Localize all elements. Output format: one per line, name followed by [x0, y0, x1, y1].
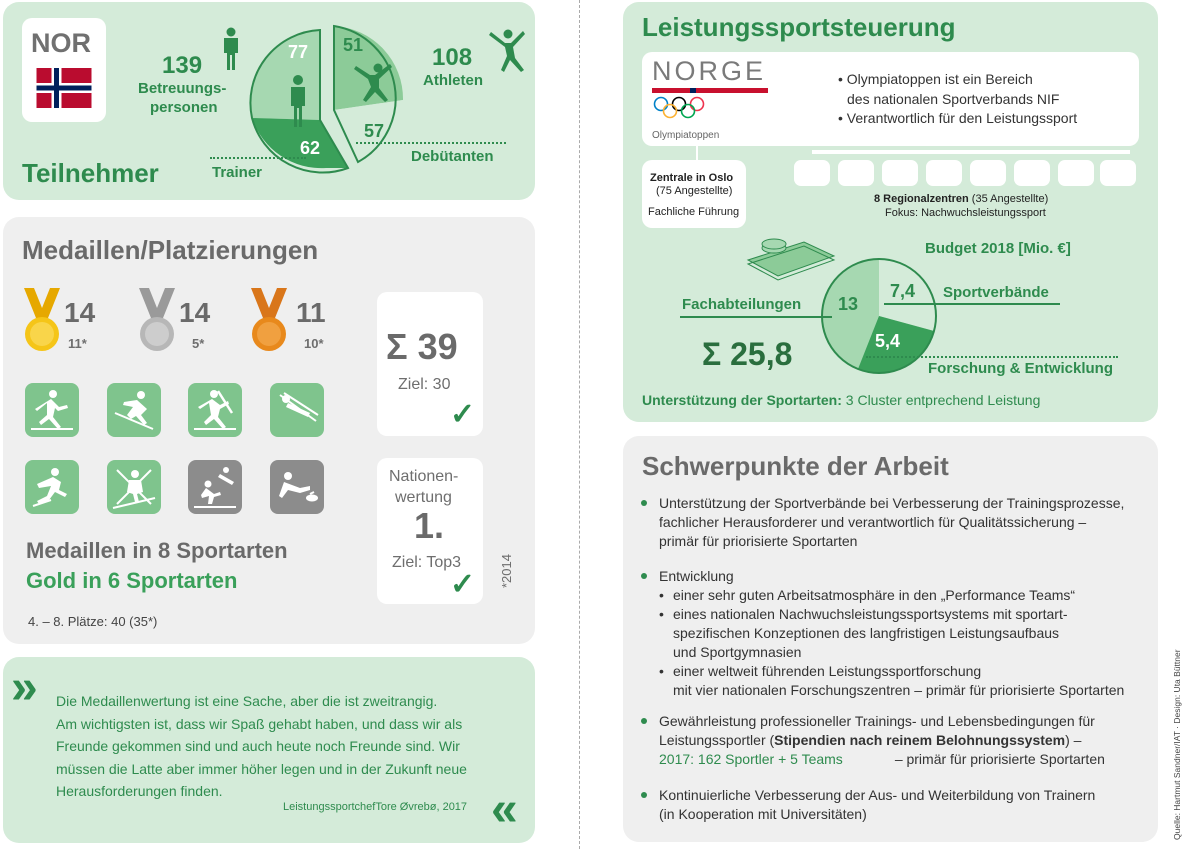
logo-sub: Olympiatoppen	[652, 130, 720, 141]
sports-line: Medaillen in 8 Sportarten	[26, 538, 288, 563]
debut-value: 57	[364, 121, 385, 141]
hq-staff: (75 Angestellte)	[656, 185, 733, 197]
bullet-dot	[641, 718, 647, 724]
org-bullets	[838, 70, 1077, 129]
freestyle-skiing-icon	[107, 460, 161, 514]
bronze-medal-icon	[249, 288, 289, 354]
bullet-3-line-1: Gewährleistung professioneller Trainings- und Lebensbedingungen für	[659, 713, 1095, 729]
verb-value: 7,4	[890, 281, 916, 301]
trainer-value: 62	[300, 138, 321, 158]
pie-staff-other	[250, 30, 320, 120]
silver-prev: 5*	[192, 336, 205, 351]
regional-office-4	[926, 160, 962, 186]
regional-office-8	[1100, 160, 1136, 186]
bullet-1-line-2: fachlicher Herausforderer und verantwortlich für Qualitätssicherung –	[659, 514, 1087, 530]
teilnehmer-pie	[248, 22, 413, 174]
org-connector-h	[812, 150, 1130, 154]
bullet-4-line-1: Kontinuierliche Verbesserung der Aus- und Weiterbildung von Trainern	[659, 787, 1096, 803]
sum-value: Σ 39	[386, 326, 458, 367]
trainer-label: Trainer	[212, 164, 263, 181]
regional-focus: Fokus: Nachwuchsleistungssport	[885, 207, 1046, 219]
staff-count: 139	[162, 52, 203, 79]
speed-skating-icon	[25, 460, 79, 514]
silver-count: 14	[179, 297, 211, 328]
nation-check-icon: ✓	[450, 568, 476, 601]
bullet-2	[642, 567, 1124, 700]
trainer-leader-line	[210, 157, 306, 159]
gold-medal-icon	[22, 288, 62, 354]
center-divider	[579, 0, 580, 849]
cross-country-skiing-icon	[25, 383, 79, 437]
bullet-2-title: Entwicklung	[659, 568, 734, 584]
bullet-2-sub-2: • eines nationalen Nachwuchsleistungssportsystems mit sportart-	[659, 606, 1068, 622]
regional-title-line: 8 Regionalzentren (35 Angestellte)	[874, 193, 1049, 205]
norway-flag-icon	[32, 68, 96, 108]
regional-office-1	[794, 160, 830, 186]
hq-role: Fachliche Führung	[648, 206, 740, 218]
bullet-2-sub-2b: spezifischen Konzeptionen des langfristigen Leistungsaufbaus	[673, 625, 1060, 641]
places-line: 4. – 8. Plätze: 40 (35*)	[28, 614, 158, 629]
bullet-3-line-2: Leistungssportler (Stipendien nach reinem Belohnungssystem) –	[659, 732, 1082, 748]
bullet-2-sub-1: • einer sehr guten Arbeitsatmosphäre in den „Performance Teams“	[659, 587, 1076, 603]
ski-jumping-icon	[270, 383, 324, 437]
quote-line-1: Die Medaillenwertung ist eine Sache, aber die ist zweitrangig.	[56, 693, 438, 709]
veteran-value: 51	[343, 35, 364, 55]
bullet-4	[642, 786, 1095, 824]
bullet-dot	[641, 792, 647, 798]
bullet-3-line-3: 2017: 162 Sportler + 5 Teams – primär für priorisierte Sportarten	[659, 751, 1105, 767]
debut-label: Debütanten	[411, 148, 494, 165]
bullet-dot	[641, 500, 647, 506]
athletes-count: 108	[432, 44, 473, 71]
bullet-2-sub-2c: und Sportgymnasien	[673, 644, 802, 660]
quote-author: LeistungssportchefTore Øvrebø, 2017	[283, 801, 468, 813]
nordic-combined-icon	[188, 460, 242, 514]
org-bullet-2: • Verantwortlich für den Leistungssport	[838, 110, 1078, 126]
logo-norge-text: NORGE	[652, 56, 767, 86]
bullet-1-line-3: primär für priorisierte Sportarten	[659, 533, 858, 549]
bullet-1-line-1: Unterstützung der Sportverbände bei Verbesserung der Trainingsprozesse,	[659, 495, 1125, 511]
staff-label-1: Betreuungs-	[138, 80, 227, 97]
gold-prev: 11*	[68, 336, 87, 351]
fach-value: 13	[838, 294, 859, 314]
forsch-leader-line	[866, 356, 1118, 358]
regional-office-5	[970, 160, 1006, 186]
regional-office-6	[1014, 160, 1050, 186]
gold-line: Gold in 6 Sportarten	[26, 568, 238, 593]
bullet-dot	[641, 573, 647, 579]
steuerung-title: Leistungssportsteuerung	[642, 12, 956, 42]
budget-title: Budget 2018 [Mio. €]	[925, 240, 1071, 257]
nation-goal: Ziel: Top3	[392, 554, 462, 571]
quote-line-4: müssen die Latte aber immer höher legen und in der Zukunft neue	[56, 760, 467, 777]
bronze-prev: 10*	[304, 336, 324, 351]
schwerpunkte-title: Schwerpunkte der Arbeit	[642, 451, 949, 481]
verb-label: Sportverbände	[943, 284, 1049, 301]
bullet-3	[642, 712, 1105, 769]
quote-line-3: Freunde gekommen sind und auch heute noch Freunde sind. Wir	[56, 738, 460, 754]
sum-goal: Ziel: 30	[398, 376, 451, 393]
curling-icon	[270, 460, 324, 514]
nation-label-2: wertung	[395, 489, 452, 506]
support-line: Unterstützung der Sportarten: 3 Cluster entprechend Leistung	[642, 392, 1041, 408]
country-code: NOR	[31, 28, 91, 58]
staff-label-2: personen	[150, 99, 218, 116]
staff-person-icon	[220, 27, 242, 71]
nation-label-1: Nationen-	[389, 468, 459, 485]
logo-stripe	[652, 88, 768, 93]
fach-label: Fachabteilungen	[682, 296, 802, 313]
quote-text	[56, 690, 467, 803]
bullet-4-line-2: (in Kooperation mit Universitäten)	[659, 806, 867, 822]
bullet-2-sub-3b: mit vier nationalen Forschungszentren – primär für priorisierte Sportarten	[673, 682, 1125, 698]
nation-rank: 1.	[414, 505, 445, 546]
medaillen-title: Medaillen/Platzierungen	[22, 235, 319, 265]
forsch-value: 5,4	[875, 331, 901, 351]
bullet-2-sub-3: • einer weltweit führenden Leistungssportforschung	[659, 663, 982, 679]
athletes-label: Athleten	[423, 72, 483, 89]
regional-office-7	[1058, 160, 1094, 186]
quote-open-icon: »	[11, 661, 38, 714]
logo-stripe-blue	[690, 88, 696, 93]
quote-line-2: Am wichtigsten ist, dass wir Spaß gehabt haben, und dass wir als	[56, 715, 463, 732]
fach-leader-line	[680, 316, 832, 318]
gold-count: 14	[64, 297, 96, 328]
hq-title: Zentrale in Oslo	[650, 172, 734, 184]
silver-medal-icon	[137, 288, 177, 354]
org-bullet-1b: des nationalen Sportverbands NIF	[847, 90, 1060, 107]
other-staff-value: 77	[288, 42, 309, 62]
quote-close-icon: «	[491, 783, 518, 836]
teilnehmer-title: Teilnehmer	[22, 158, 159, 188]
bronze-count: 11	[296, 297, 326, 328]
verb-leader-line	[884, 303, 1060, 305]
org-bullet-1: • Olympiatoppen ist ein Bereich	[838, 71, 1033, 87]
sum-check-icon: ✓	[450, 398, 476, 431]
quote-line-5: Herausforderungen finden.	[56, 783, 223, 799]
alpine-skiing-icon	[107, 383, 161, 437]
biathlon-icon	[188, 383, 242, 437]
olympic-rings-icon	[652, 95, 706, 121]
bullet-1	[642, 494, 1124, 551]
budget-sum: Σ 25,8	[702, 336, 793, 372]
forsch-label: Forschung & Entwicklung	[928, 360, 1114, 377]
debut-leader-line	[356, 142, 506, 144]
regional-office-2	[838, 160, 874, 186]
athlete-jumping-icon	[488, 28, 526, 74]
source-credit: Quelle: Hartmut Sandner/IAT · Design: Uta Büttner	[1172, 649, 1182, 840]
regional-office-3	[882, 160, 918, 186]
footnote-year: *2014	[499, 554, 514, 588]
